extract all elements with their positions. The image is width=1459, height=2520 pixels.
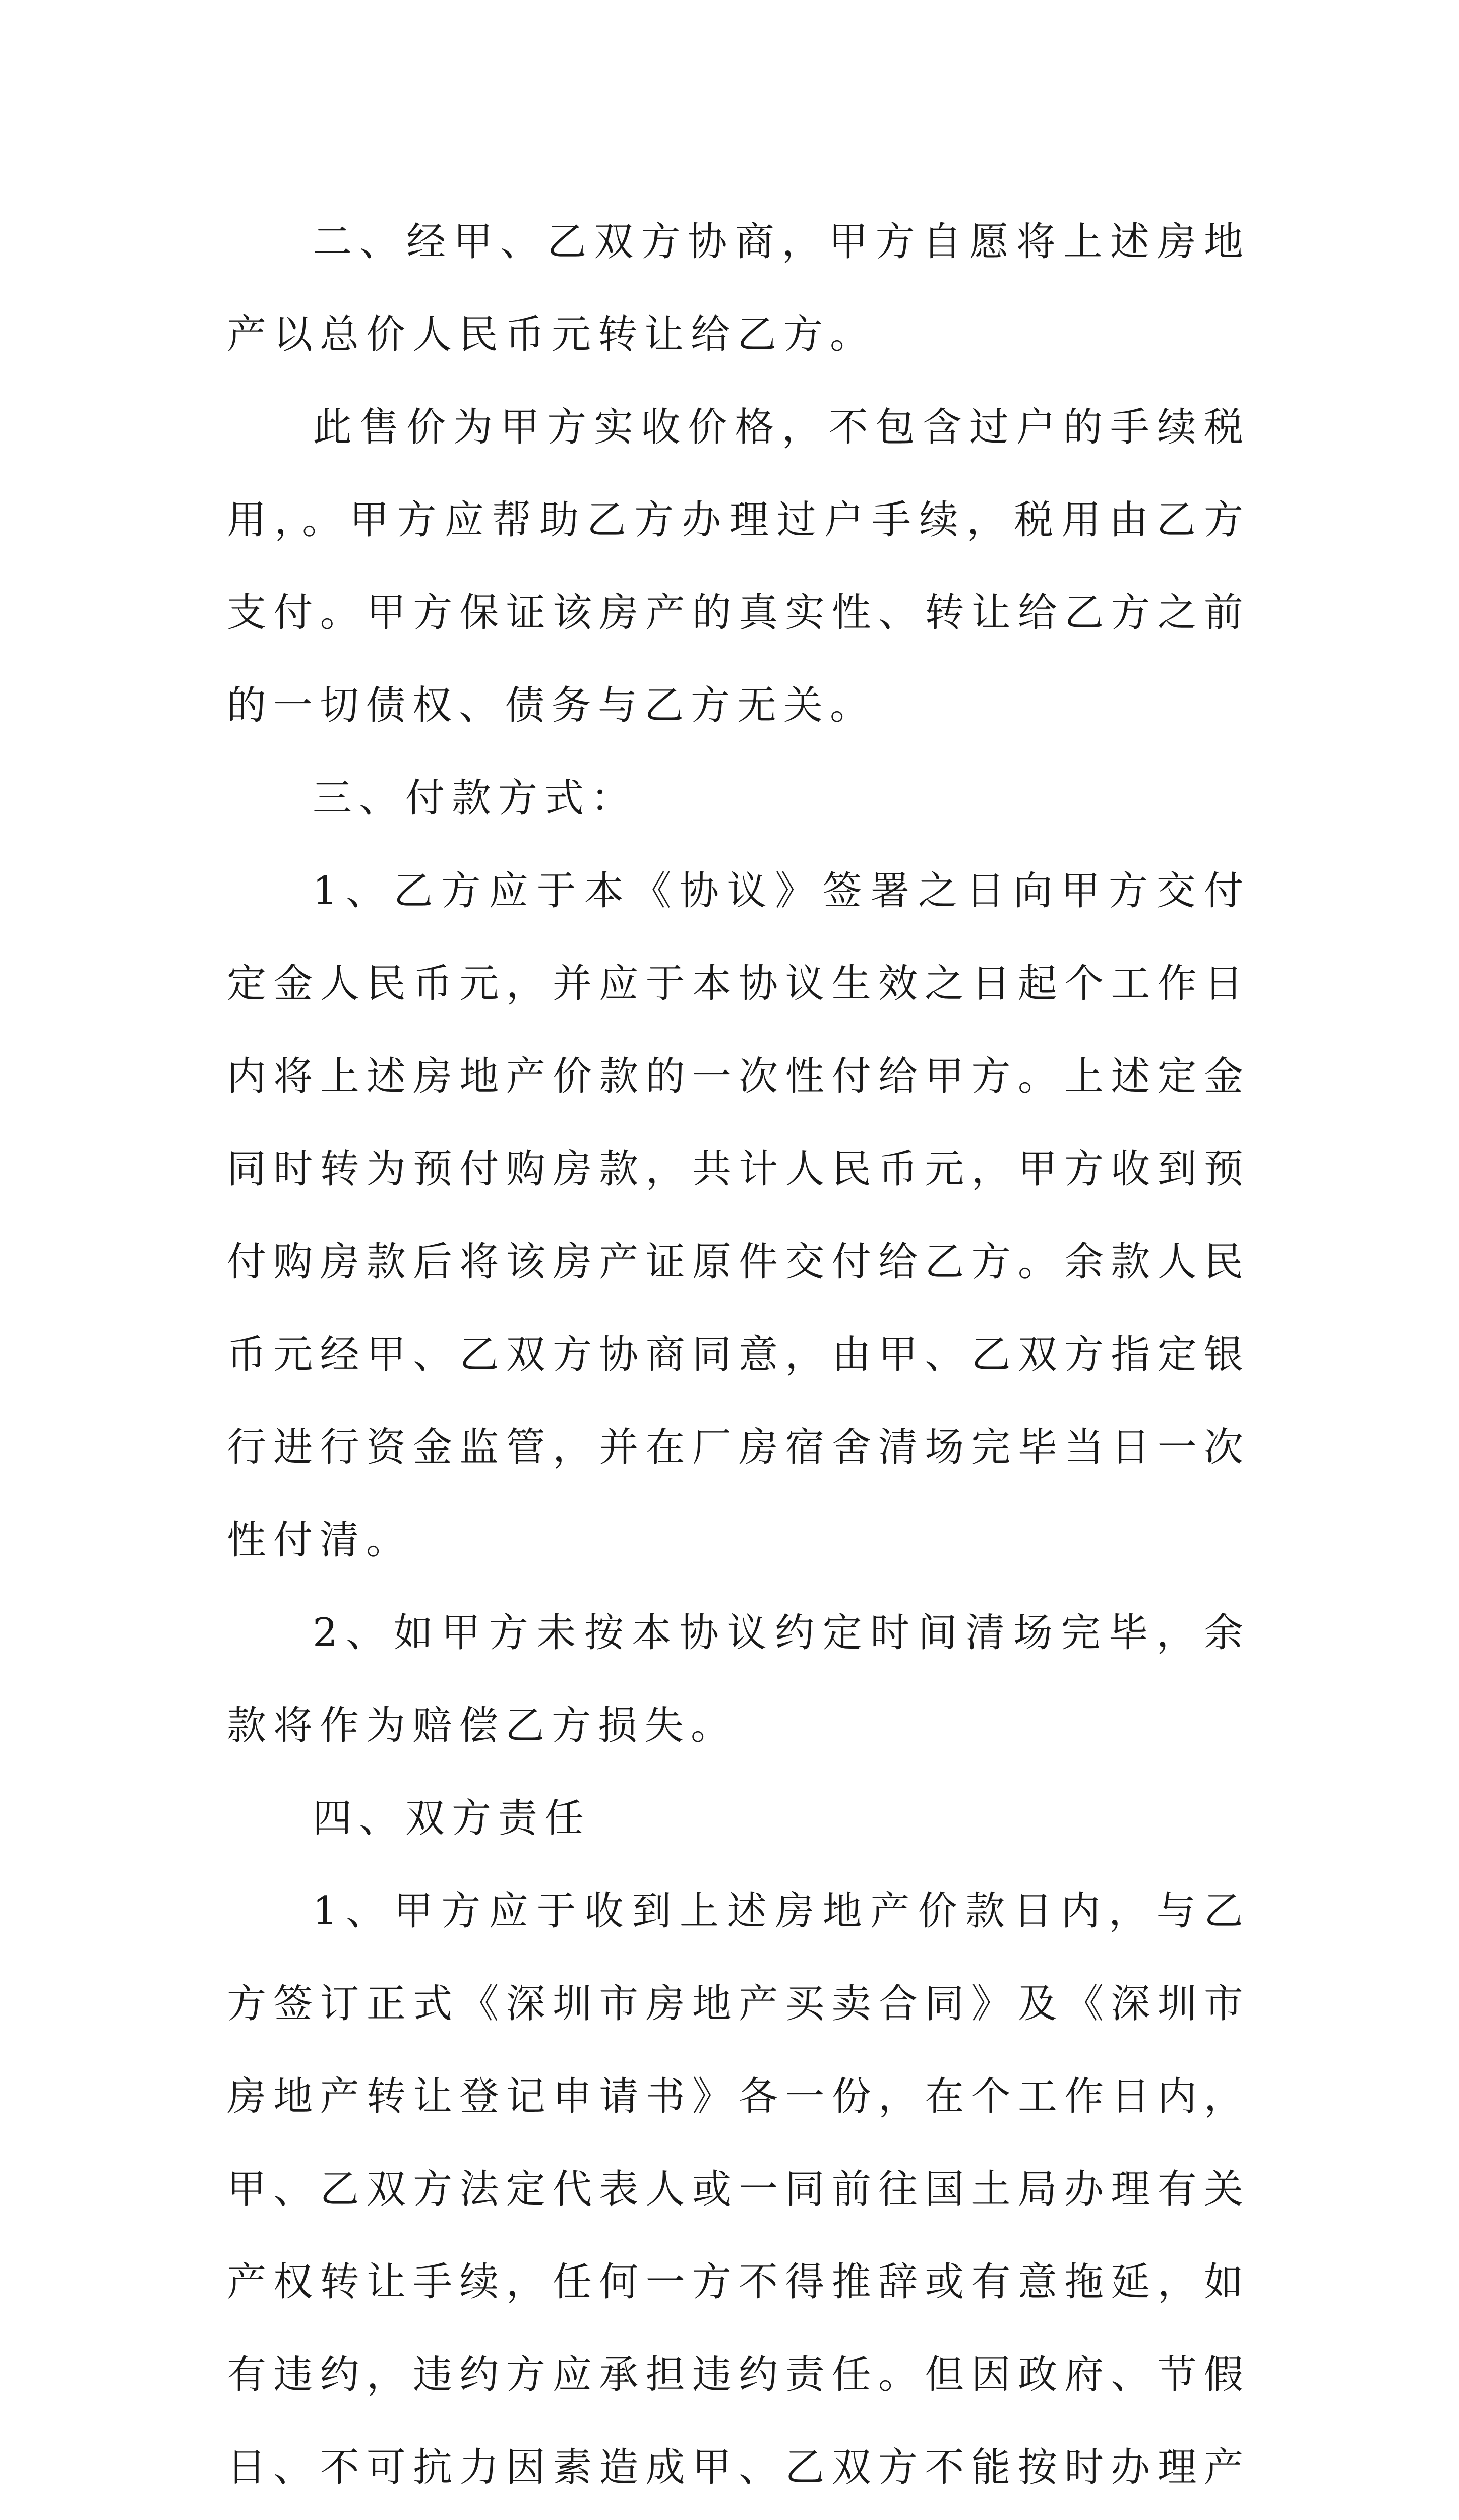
paragraph-payment-clause-2: 2、如甲方未按本协议约定时间清场完毕，余款将作为赔偿乙方损失。 [227, 1610, 1250, 1748]
section-heading-responsibilities: 四、双方责任 [313, 1796, 591, 1841]
paragraph-price-terms: 此售价为甲方实收价格，不包含过户的手续税用，。甲方应帮助乙方办理过户手续，税用由乙方支付。甲方保证该房产的真实性、转让给乙方之前的一切债权、债务与乙方无关。 [227, 405, 1250, 728]
paragraph-payment-clause-1: 1、乙方应于本《协议》签署之日向甲方交付定金人民币元，并应于本协议生效之日起个工作日内将上述房地产价款的一次性付给甲方。上述定金同时转为预付购房款，共计人民币元，甲方收到预付购房款后将该房产证原件交付给乙方。余款人民币元经甲、乙双方协商同意，由甲、乙双方指定银行进行资金监管，并在厂房宿舍清场完毕当日一次性付清。 [227, 868, 1250, 1563]
paragraph-responsibility-clause-1: 1、甲方应于收到上述房地产价款日内，与乙方签订正式《深圳市房地产买卖合同》及《深圳市房地产转让登记申请书》各一份，在个工作日内，甲、乙双方法定代表人或一同前往国土局办理有关产权转让手续，任何一方不得推辞或有意拖延，如有违约，违约方应承担违约责任。但因政府、节假日、不可抗力因素造成甲、乙双方不能按时办理产 [227, 1888, 1250, 2490]
paragraph-price-agreement: 二、经甲、乙双方协商，甲方自愿将上述房地产以总价人民币元转让给乙方。 [227, 219, 1250, 357]
section-heading-payment: 三、付款方式： [313, 776, 638, 821]
document-body [227, 196, 1250, 2520]
